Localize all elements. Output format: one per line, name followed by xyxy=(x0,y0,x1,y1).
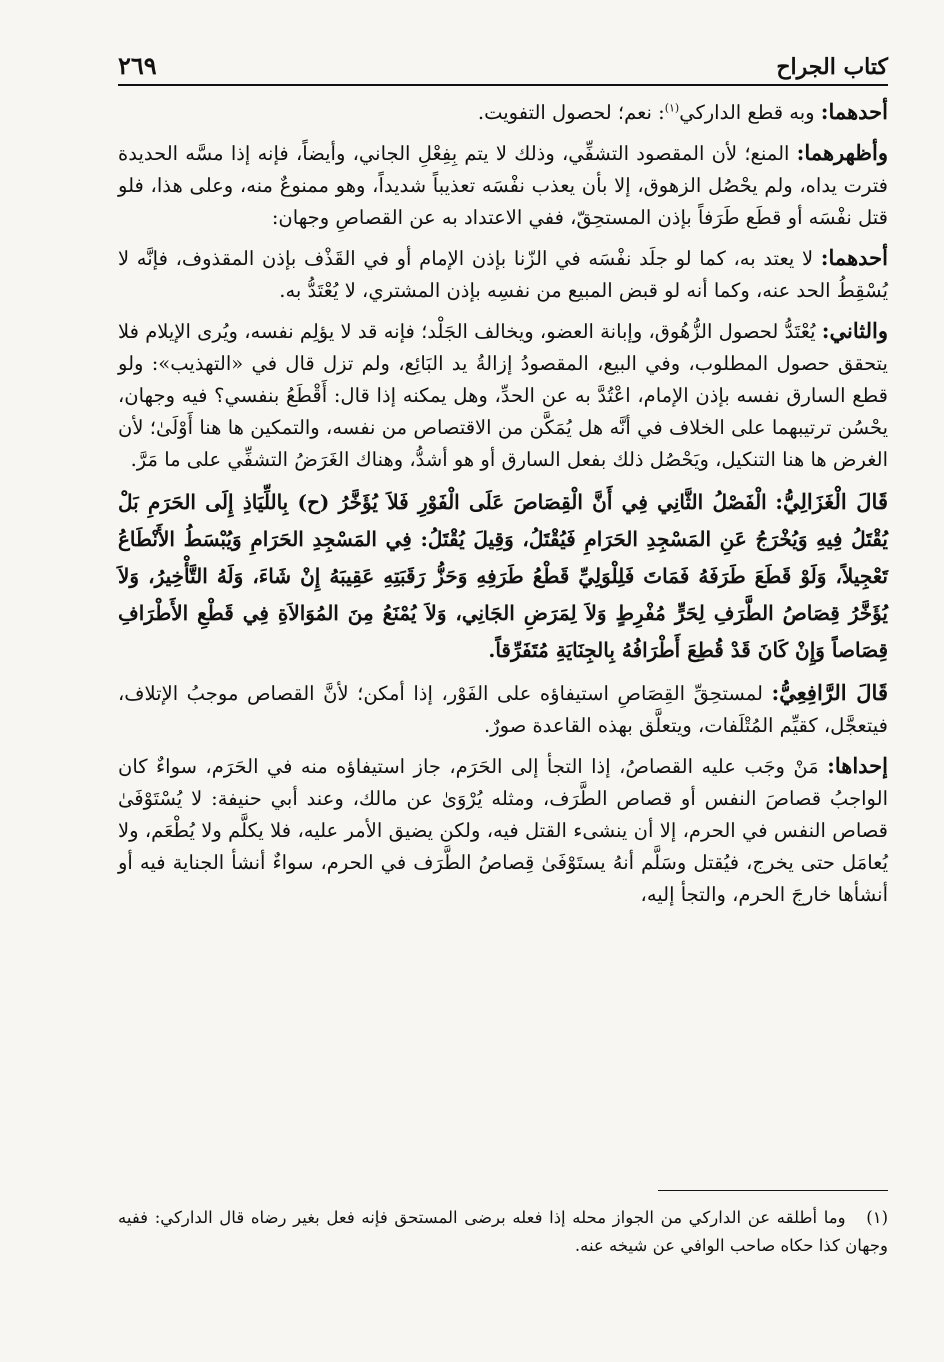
paragraph-text: لا يعتد به، كما لو جلَد نفْسَه في الزّنا بإذن الإمام أو في القَذْف بإذن المقذوف، فإنَّه لا يُسْقِطُ الحد عنه، وكما أنه لو قبض المبيع من نفسِه بإذن المشتري، لا يُعْتَدُّ به. xyxy=(118,247,888,302)
page-number: ٢٦٩ xyxy=(118,51,157,80)
paragraph-text: لمستحِقِّ القِصَاصِ استيفاؤه على الفَوْر، إذا أمكن؛ لأنَّ القصاص موجبُ الإتلاف، فيتعجَّل، كقيِّم المُتْلَفات، ويتعلَّق بهذه القاعدة صورٌ. xyxy=(118,682,888,737)
paragraph xyxy=(118,96,888,129)
chapter-title: كتاب الجراح xyxy=(776,54,888,80)
paragraph-text: : نعم؛ لحصول التفويت. xyxy=(477,101,665,124)
footnote-reference: (١) xyxy=(664,101,680,115)
footnote xyxy=(118,1204,888,1260)
paragraph-lead: أحدهما: xyxy=(820,99,888,124)
paragraph-lead: وأظهرهما: xyxy=(796,140,888,165)
paragraph xyxy=(118,677,888,742)
quoted-text: الْفَصْلُ الثَّانِي فِي أَنَّ الْقِصَاصَ عَلَى الْفَوْرِ فَلاَ يُؤَخَّرُ (ح) بِاللِّيَاذِ إِلَى الحَرَمِ بَلْ يُقْتَلُ فِيهِ وَيُخْرَجُ عَنِ المَسْجِدِ الحَرَامِ فَيُقْتَلُ، وَقِيلَ يُقْتَلُ: فِي المَسْجِدِ الحَرَامِ وَيُبْسَطُ الأَنْطَاعُ تَعْجِيلاً، وَلَوْ قَطَعَ طَرَفَهُ فَمَاتَ فَلِلْوَلِيِّ قَطْعُ طَرَفِهِ وَحَزُّ رَقَبَتِهِ عَقِيبَهُ إِنْ شَاءَ، وَلَهُ التَّأْخِيرُ، وَلاَ يُؤَخَّرُ قِصَاصُ الطَّرَفِ لِحَرٍّ مُفْرِطٍ وَلاَ لِمَرَضِ الجَانِي، وَلاَ يُمْنَعُ مِنَ المُوَالاَةِ فِي قَطْعِ الأَطْرَافِ قِصَاصاً وَإِنْ كَانَ قَدْ قُطِعَ أَطْرَافُهُ بِالجِنَايَةِ مُتَفَرِّقاً. xyxy=(118,490,888,662)
paragraph-lead: أحدهما: xyxy=(820,245,888,270)
ghazali-quote xyxy=(118,484,888,669)
paragraph-lead: قَالَ الرَّافِعِيُّ: xyxy=(771,680,888,705)
paragraph xyxy=(118,750,888,911)
paragraph xyxy=(118,315,888,476)
paragraph-lead: إحداها: xyxy=(827,753,888,778)
footnote-marker: (١) xyxy=(866,1208,888,1227)
paragraph-text: وبه قطع الداركي xyxy=(679,101,815,124)
paragraph-text: يُعْتَدُّ لحصول الزُّهُوق، وإبانة العضو، ويخالف الجَلْد؛ فإنه قد لا يؤلِم نفسه، ويُرى الإيلام فلا يتحقق حصول المطلوب، وفي البيع، المقصودُ إزالةُ يد البَائِع، ولم تزل قال في «التهذيب»: ولو قطع السارق نفسه بإذن الإمام، اعْتُدَّ به عن الحدِّ، وهل يمكنه إذا قال: أَقْطَعُ بنفسي؟ فيه وجهان، يحْسُن ترتيبهما على الخلاف في أنَّه هل يُمَكَّن من الاقتصاص من نفسه، والتمكين ها هنا أَوْلَىٰ؛ لأن الغرض ها هنا التنكيل، ويَحْصُل ذلك بفعل السارق أو هو أشدُّ، وهناك الغَرَضُ التشفِّي على ما مَرَّ. xyxy=(118,320,888,471)
paragraph-text: المنع؛ لأن المقصود التشفِّي، وذلك لا يتم بِفِعْلِ الجاني، وأيضاً، فإنه إذا مسَّه الحديدة فترت يداه، ولم يحْصُل الزهوق، إلا بأن يعذب نفْسَه تعذيباً شديداً، وهو ممنوعٌ منه، وعلى هذا، فلو قتل نفْسَه أو قطَع طَرَفاً بإذن المستحِقّ، ففي الاعتداد به عن القصاصِ وجهان: xyxy=(118,142,888,229)
paragraph-lead: قَالَ الْغَزَالِيُّ: xyxy=(775,489,888,514)
paragraph xyxy=(118,242,888,307)
paragraph-text: مَنْ وجَب عليه القصاصُ، إذا التجأ إلى الحَرَم، جاز استيفاؤه منه في الحَرَم، سواءٌ كان الواجبُ قصاصَ النفس أو قصاص الطَّرَف، ومثله يُرْوَىٰ عن مالك، وعند أبي حنيفة: لا يُسْتَوْفَىٰ قصاص النفس في الحرم، إلا أن ينشىء القتل فيه، ولكن يضيق الأمر عليه، فلا يكلَّم ولا يُطْعَم، ولا يُعامَل حتى يخرج، فيُقتل وسَلَّم أنهُ يستَوْفَىٰ قِصاصُ الطَّرَف في الحرم، سواءٌ أنشأ الجناية فيه أو أنشأها خارجَ الحرم، والتجأ إليه، xyxy=(118,755,888,906)
footnote-divider xyxy=(658,1190,888,1191)
paragraph xyxy=(118,137,888,234)
footnote-text: وما أطلقه عن الداركي من الجواز محله إذا فعله برضى المستحق فإنه فعل بغير رضاه قال الداركي: ففيه وجهان كذا حكاه صاحب الوافي عن شيخه عنه. xyxy=(118,1208,888,1255)
running-header xyxy=(118,40,888,86)
paragraph-lead: والثاني: xyxy=(821,318,888,343)
main-text xyxy=(118,96,888,919)
